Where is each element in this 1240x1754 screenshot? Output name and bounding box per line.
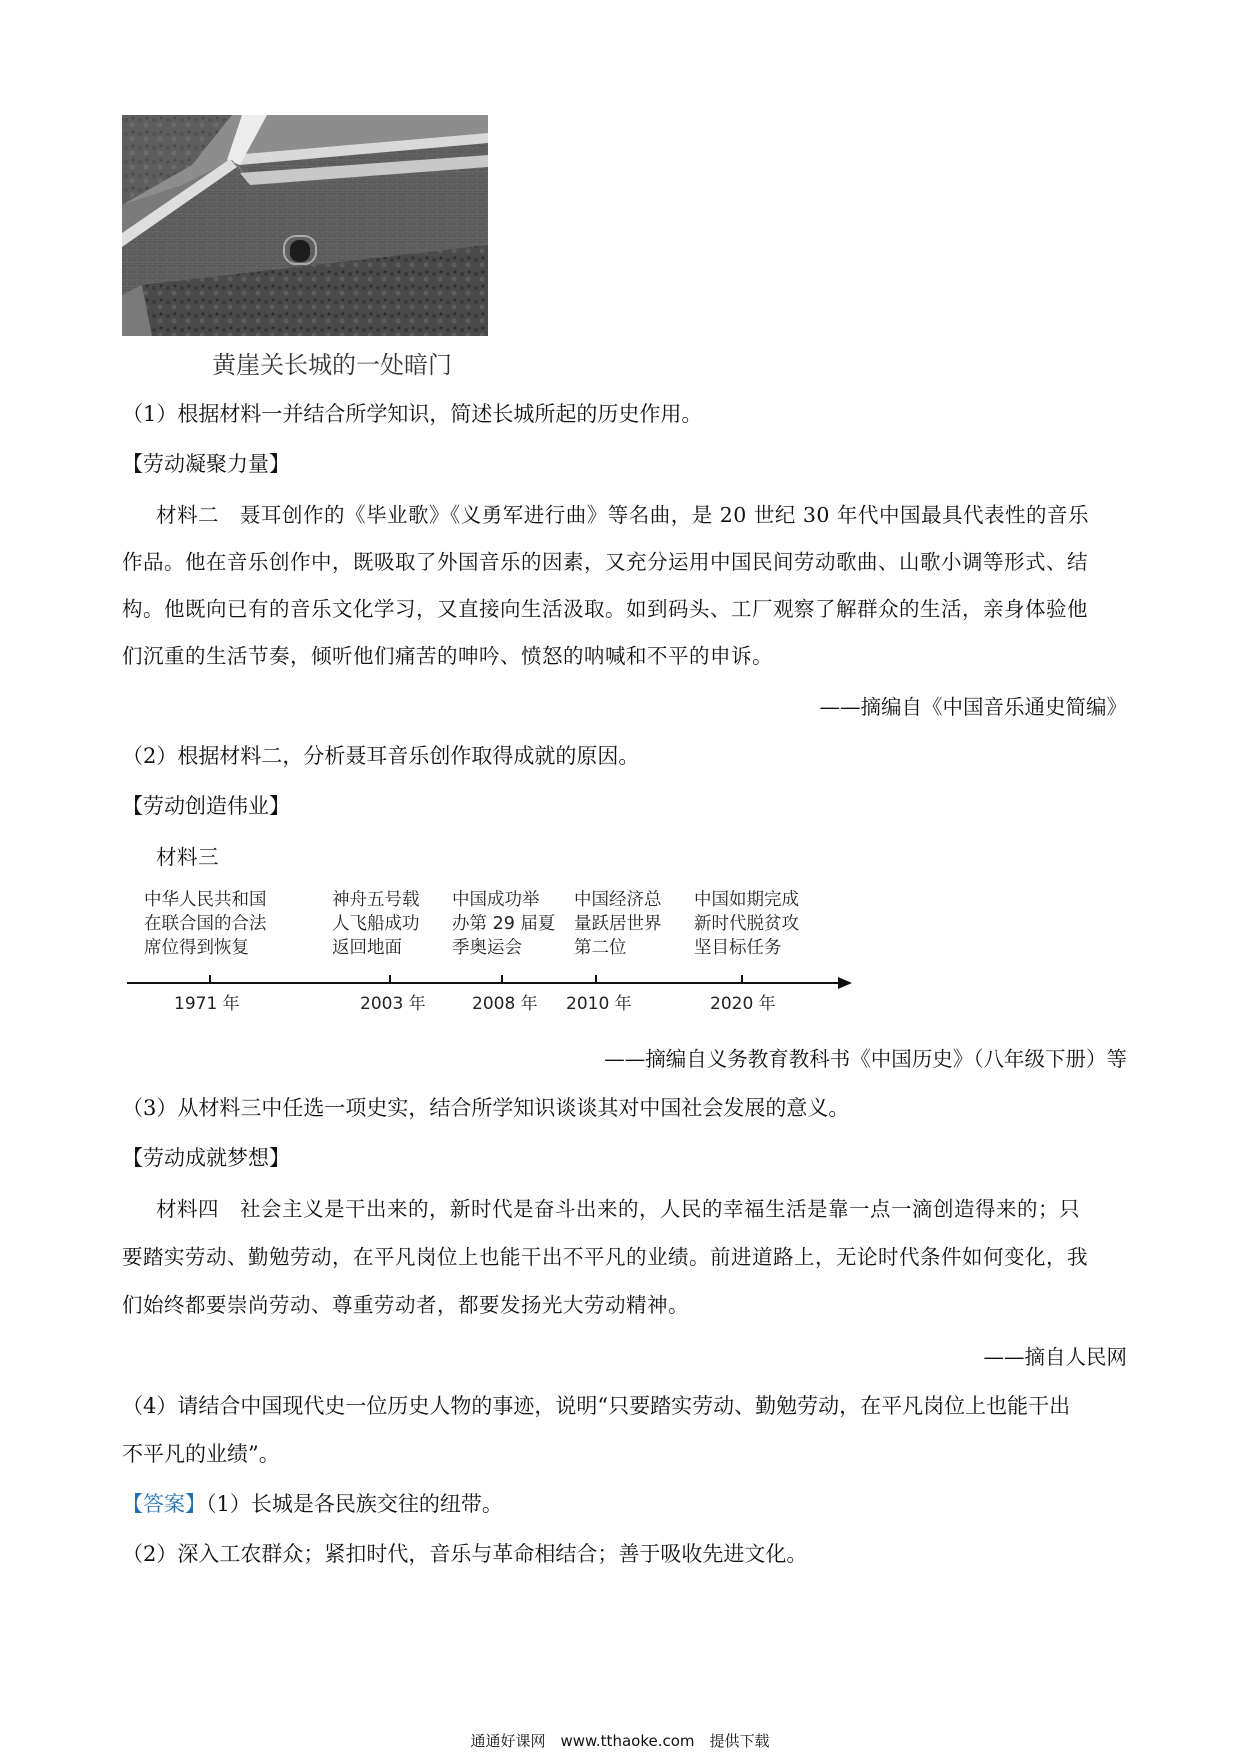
timeline-event xyxy=(452,890,555,1014)
answer-2: （2）深入工农群众；紧扣时代，音乐与革命相结合；善于吸收先进文化。 xyxy=(122,1542,808,1566)
material3-label: 材料三 xyxy=(156,845,219,869)
question-1: （1）根据材料一并结合所学知识，简述长城所起的历史作用。 xyxy=(122,402,703,426)
timeline-event xyxy=(566,890,662,1014)
timeline-event-text: 中国如期完成 xyxy=(694,890,799,910)
timeline-event xyxy=(694,890,799,1014)
answer-1-row xyxy=(122,1488,503,1518)
timeline-event-text: 人飞船成功 xyxy=(332,914,420,934)
timeline-year: 2020 年 xyxy=(710,994,776,1014)
answer-tag: 【答案】 xyxy=(122,1492,206,1516)
timeline-event-text: 返回地面 xyxy=(332,938,402,958)
material2-line4: 们沉重的生活节奏，倾听他们痛苦的呻吟、愤怒的呐喊和不平的申诉。 xyxy=(122,644,773,668)
timeline-year: 1971 年 xyxy=(174,994,240,1014)
section-title-4: 【劳动成就梦想】 xyxy=(122,1146,290,1170)
page-footer: 通通好课网 www.tthaoke.com 提供下载 xyxy=(470,1732,770,1750)
question-2: （2）根据材料二，分析聂耳音乐创作取得成就的原因。 xyxy=(122,744,640,768)
material2-source: ——摘编自《中国音乐通史简编》 xyxy=(819,695,1127,719)
great-wall-photo xyxy=(122,115,488,336)
timeline-event xyxy=(144,890,267,1014)
timeline-event-text: 新时代脱贫攻 xyxy=(694,914,799,934)
timeline-event-text: 第二位 xyxy=(574,938,627,958)
material2-line3: 构。他既向已有的音乐文化学习，又直接向生活汲取。如到码头、工厂观察了解群众的生活，亲身体验他 xyxy=(122,597,1088,621)
section-title-2: 【劳动凝聚力量】 xyxy=(122,452,290,476)
timeline xyxy=(122,885,862,1020)
timeline-event-text: 量跃居世界 xyxy=(574,914,662,934)
timeline-event-text: 在联合国的合法 xyxy=(144,914,267,934)
timeline-event-text: 办第 29 届夏 xyxy=(452,914,556,934)
question-3: （3）从材料三中任选一项史实，结合所学知识谈谈其对中国社会发展的意义。 xyxy=(122,1096,850,1120)
timeline-event-text: 坚目标任务 xyxy=(694,938,782,958)
material3-source: ——摘编自义务教育教科书《中国历史》（八年级下册）等 xyxy=(604,1047,1127,1071)
timeline-year: 2003 年 xyxy=(360,994,426,1014)
material4-line1: 材料四 社会主义是干出来的，新时代是奋斗出来的，人民的幸福生活是靠一点一滴创造得来的；只 xyxy=(156,1197,1080,1221)
timeline-event-text: 中华人民共和国 xyxy=(144,890,267,910)
timeline-year: 2010 年 xyxy=(566,994,632,1014)
material2-line1: 材料二 聂耳创作的《毕业歌》《义勇军进行曲》等名曲，是 20 世纪 30 年代中国最具代表性的音乐 xyxy=(156,503,1089,527)
timeline-year: 2008 年 xyxy=(472,994,538,1014)
timeline-event xyxy=(332,890,426,1014)
material4-line2: 要踏实劳动、勤勉劳动，在平凡岗位上也能干出不平凡的业绩。前进道路上，无论时代条件如何变化，我 xyxy=(122,1245,1088,1269)
timeline-event-text: 神舟五号载 xyxy=(332,890,420,910)
material4-line3: 们始终都要崇尚劳动、尊重劳动者，都要发扬光大劳动精神。 xyxy=(122,1293,689,1317)
timeline-event-text: 席位得到恢复 xyxy=(144,938,249,958)
question-4-line1: （4）请结合中国现代史一位历史人物的事迹，说明“只要踏实劳动、勤勉劳动，在平凡岗位上也能干出 xyxy=(122,1394,1071,1418)
material4-source: ——摘自人民网 xyxy=(983,1345,1127,1369)
answer-1: （1）长城是各民族交往的纽带。 xyxy=(206,1492,503,1516)
question-4-line2: 不平凡的业绩”。 xyxy=(122,1442,280,1466)
timeline-arrowhead xyxy=(838,977,852,989)
timeline-event-text: 季奥运会 xyxy=(452,938,522,958)
photo-caption: 黄崖关长城的一处暗门 xyxy=(212,351,452,379)
timeline-event-text: 中国成功举 xyxy=(452,890,540,910)
material2-line2: 作品。他在音乐创作中，既吸取了外国音乐的因素，又充分运用中国民间劳动歌曲、山歌小调等形式、结 xyxy=(122,550,1088,574)
section-title-3: 【劳动创造伟业】 xyxy=(122,794,290,818)
timeline-event-text: 中国经济总 xyxy=(574,890,662,910)
